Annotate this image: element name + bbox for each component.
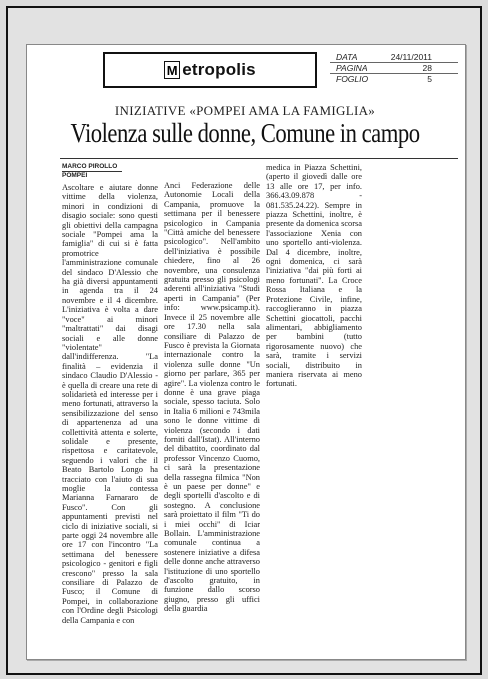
logo-name: etropolis [182, 60, 256, 79]
logo-letter: M [164, 61, 180, 79]
byline [62, 163, 122, 179]
meta-data-label: DATA [336, 52, 358, 62]
byline-place: POMPEI [62, 172, 88, 179]
newspaper-logo [103, 52, 317, 88]
byline-author: MARCO PIROLLO [62, 163, 118, 170]
meta-data-value: 24/11/2011 [390, 52, 432, 62]
meta-row-pagina [330, 63, 458, 74]
headline-rule [60, 158, 458, 159]
meta-foglio-label: FOGLIO [336, 74, 369, 84]
meta-row-data [330, 52, 458, 63]
meta-pagina-value: 28 [422, 63, 432, 73]
meta-row-foglio [330, 74, 458, 84]
meta-pagina-label: PAGINA [336, 63, 368, 73]
clipping-metadata [330, 52, 458, 84]
article-column-3: medica in Piazza Schettini, (aperto il giovedì dalle ore 13 alle ore 17, per info. 366.43.09.878 - 081.535.24.22). Sempre in piazza Schettini, inoltre, è presente da domenica scorsa l'associazione Xenia con uno sportello anti-violenza. Dal 4 dicembre, inoltre, ogni domenica, ci sarà l'iniziativa "dai più forti ai meno fortunati". La Croce Rossa Italiana e la Protezione Civile, infine, raccoglieranno in piazza Schettini giocattoli, pacchi alimentari, abbigliamento per bambini (tutto rigorosamente nuovo) che sarà, tramite i servizi sociali, distribuito in maniera riservata ai meno fortunati. [266, 163, 362, 389]
article-column-1: Ascoltare e aiutare donne vittime della violenza, minori in condizioni di disagio sociale: sono questi gli obiettivi della campagna sociale "Pompei ama la famiglia" di cui si è fatta promotrice l'amministrazione comunale del sindaco D'Alessio che ha già diversi appuntamenti in agenda tra il 24 novembre e il 4 dicembre. L'iniziativa è volta a dare "voce" ai minori "maltrattati" dai disagi sociali e alle donne "violentate" dall'indifferenza. "La finalità – evidenzia il sindaco Claudio D'Alessio - è quella di creare una rete di solidarietà ed interesse per i meno fortunati, attraverso la sensibilizzazione del senso di appartenenza ad una collettività attenta e solerte, solidale e presente, rispettosa e caritatevole, seguendo i valori che il Beato Bartolo Longo ha tracciato con l'aiuto di sua moglie la contessa Marianna Farnararo de Fusco". Con gli appuntamenti previsti nel ciclo di iniziative sociali, si parte oggi 24 novembre alle ore 17 con l'incontro "La settimana del benessere psicologico - genitori e figli crescono" presso la sala consiliare di Palazzo de Fusco; il Comune di Pompei, in collaborazione con l'Ordine degli Psicologi della Campania e con [62, 183, 158, 625]
meta-foglio-value: 5 [427, 74, 432, 84]
article-kicker: INIZIATIVE «POMPEI AMA LA FAMIGLIA» [114, 103, 376, 118]
article-column-2: Anci Federazione delle Autonomie Locali della Campania, promuove la settimana per il benessere psicologico in Campania "Città amiche del benessere psicologico". Nell'ambito dell'iniziativa è possibile chiedere, fino al 26 novembre, una consulenza gratuita presso gli psicologi aderenti all'iniziativa "Studi aperti in Campania" (Per info: www.psicamp.it). Invece il 25 novembre alle ore 17.30 nella sala consiliare di Palazzo de Fusco è prevista la Giornata internazionale contro la violenza sulle donne "Un giorno per parlare, 365 per agire". La violenza contro le donne è una grave piaga sociale, spesso taciuta. Solo in Italia 6 milioni e 743mila sono le donne vittime di violenza (secondo i dati forniti dall'Istat). All'interno del dibattito, coordinato dal professor Vincenzo Cuomo, ci sarà la presentazione della rassegna filmica "Non è un paese per donne" e degli sportelli d'ascolto e di sostegno. A conclusione sarà proiettato il film "Ti do i miei occhi" di Iciar Bollain. L'amministrazione comunale continua a sostenere iniziative a difesa delle donne anche attraverso l'istituzione di uno sportello d'ascolto gratuito, in funzione dallo scorso giugno, presso gli uffici della guardia [164, 181, 260, 614]
article-headline: Violenza sulle donne, Comune in campo [70, 118, 420, 148]
